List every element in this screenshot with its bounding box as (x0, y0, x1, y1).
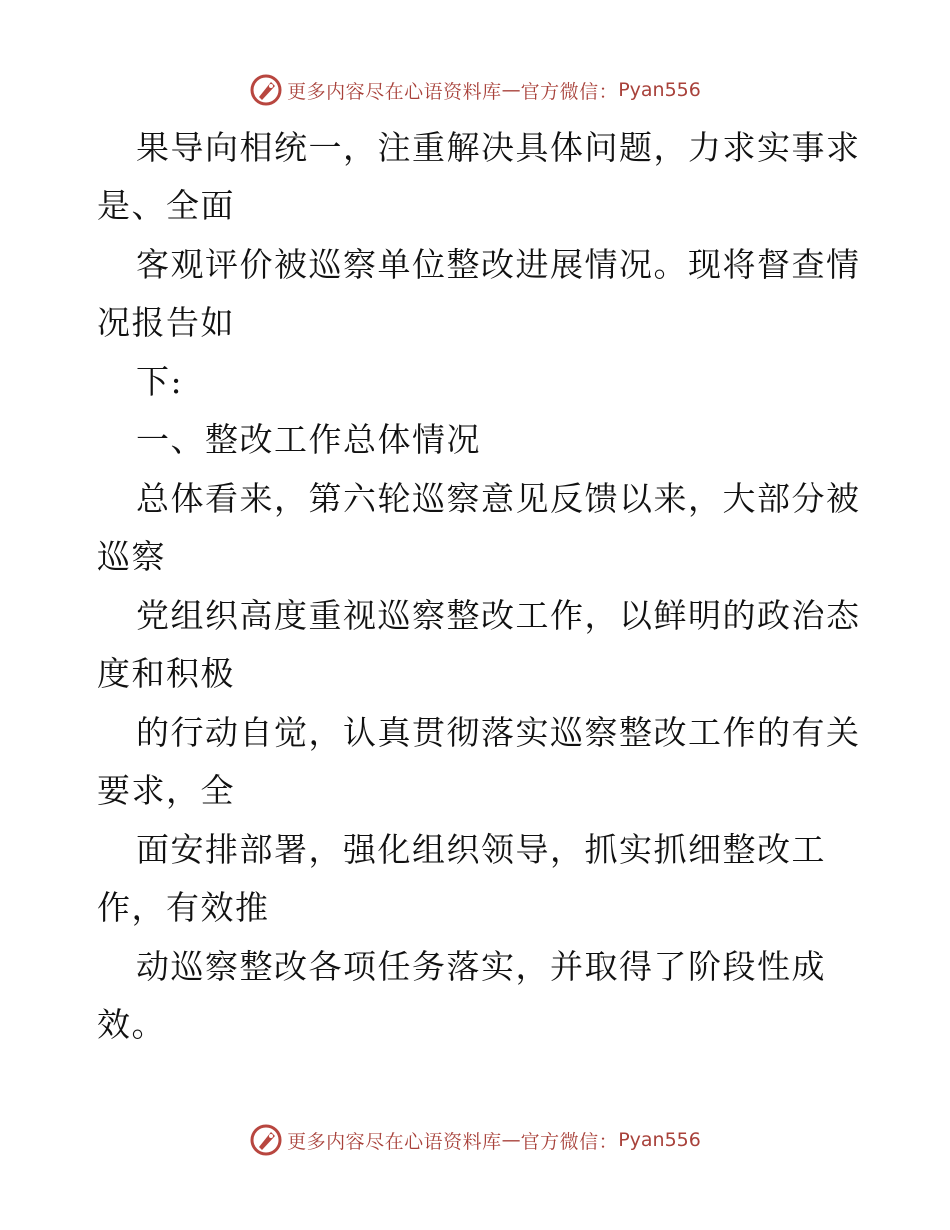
banner-dash: — (501, 1129, 521, 1151)
body-line: 作，有效推 (97, 888, 270, 927)
banner-dash: — (501, 79, 521, 101)
body-line: 巡察 (97, 537, 166, 576)
body-line: 况报告如 (97, 303, 235, 342)
header-banner (0, 70, 950, 110)
banner-wechat-id: Pyan556 (618, 1129, 701, 1151)
body-line: 要求，全 (97, 771, 235, 810)
banner-wechat-label: 官方微信： (520, 1130, 619, 1153)
body-line: 果导向相统一，注重解决具体问题，力求实事求 (136, 128, 861, 167)
banner-wechat-label: 官方微信： (520, 80, 619, 103)
section-heading: 一、整改工作总体情况 (136, 420, 481, 459)
body-line: 总体看来，第六轮巡察意见反馈以来，大部分被 (136, 479, 861, 518)
pen-nib-logo-icon (249, 73, 283, 107)
banner-text: 更多内容尽在心语资料库 (287, 80, 502, 103)
body-line: 下: (136, 362, 184, 401)
body-line: 是、全面 (97, 186, 235, 225)
body-line: 客观评价被巡察单位整改进展情况。现将督查情 (136, 245, 861, 284)
banner-text: 更多内容尽在心语资料库 (287, 1130, 502, 1153)
body-line: 动巡察整改各项任务落实，并取得了阶段性成 (136, 947, 826, 986)
body-line: 的行动自觉，认真贯彻落实巡察整改工作的有关 (136, 713, 861, 752)
pen-nib-logo-icon (249, 1123, 283, 1157)
body-line: 面安排部署，强化组织领导，抓实抓细整改工 (136, 830, 826, 869)
body-line: 党组织高度重视巡察整改工作，以鲜明的政治态 (136, 596, 861, 635)
footer-banner (0, 1120, 950, 1160)
body-line: 效。 (97, 1005, 166, 1044)
body-line: 度和积极 (97, 654, 235, 693)
banner-wechat-id: Pyan556 (618, 79, 701, 101)
